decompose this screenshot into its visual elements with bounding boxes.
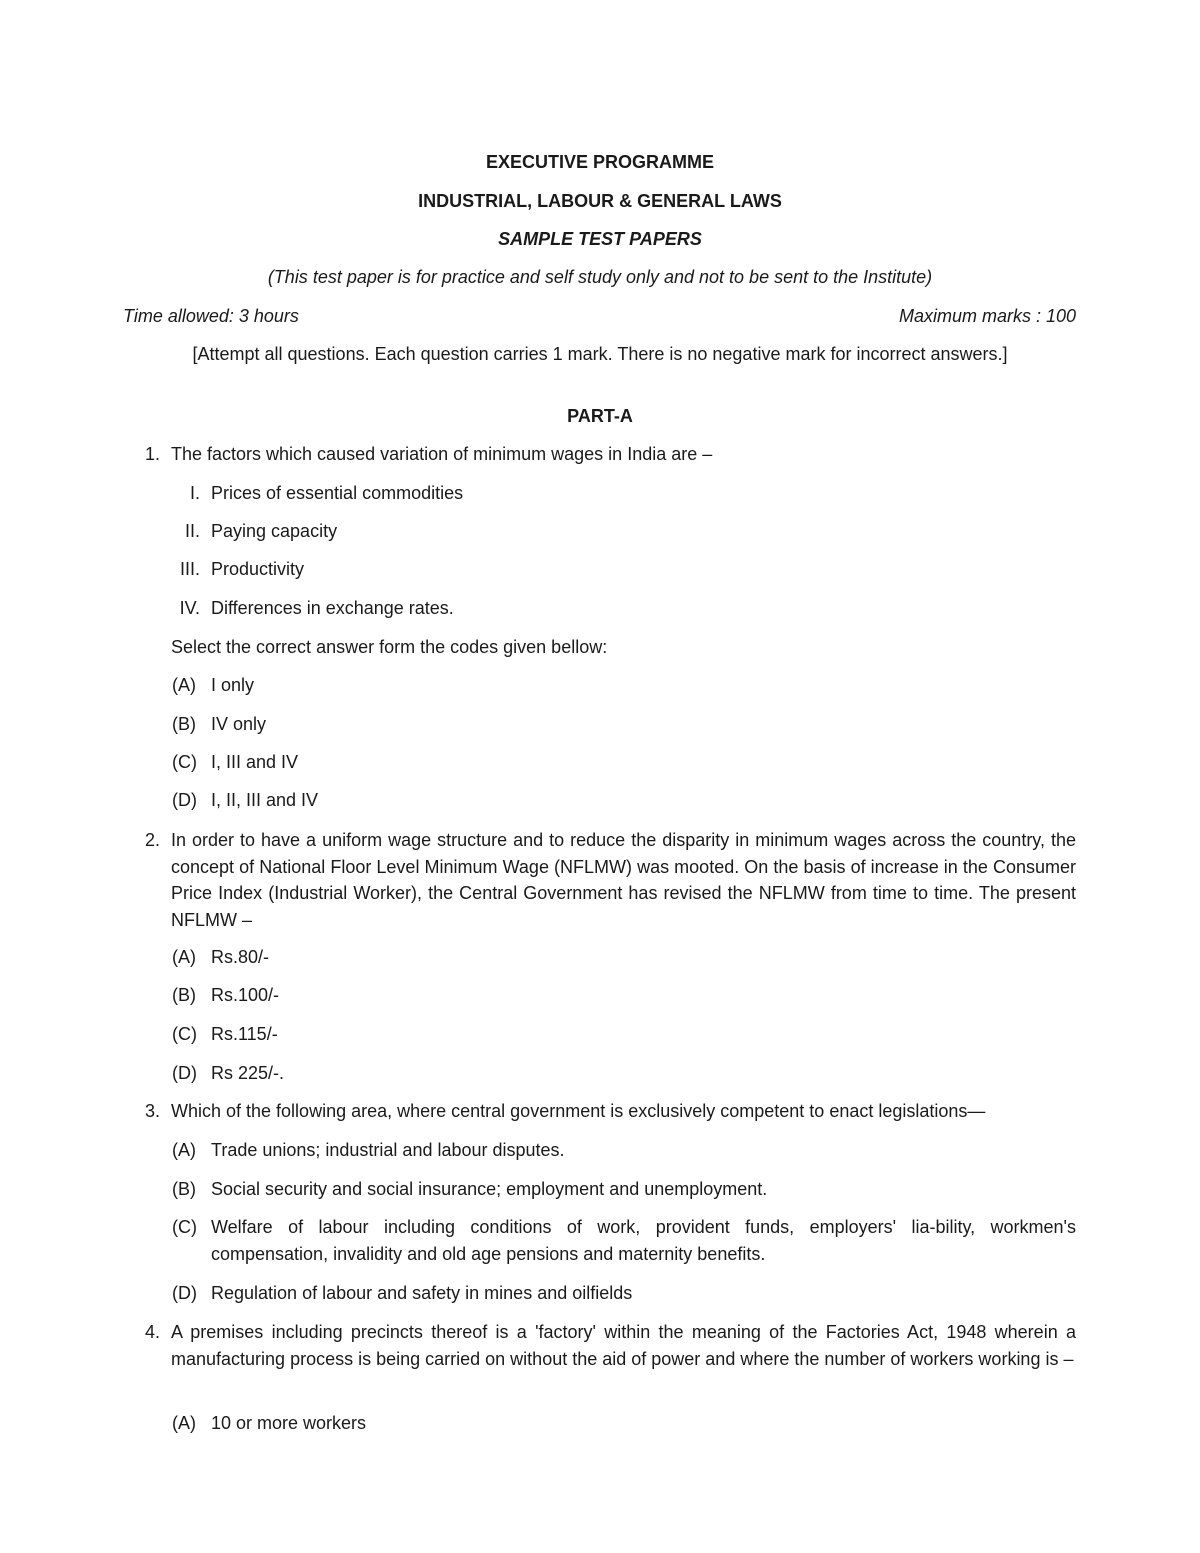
option-text: Rs.80/- [211,947,270,967]
part-title: PART-A [567,406,633,426]
question-text: Which of the following area, where central government is exclusively competent to enact legislations— [171,1101,986,1121]
statement-text: Paying capacity [211,521,338,541]
option-text: Social security and social insurance; employment and unemployment. [211,1179,768,1199]
option-text: I only [211,675,255,695]
option-label: (D) [172,790,197,810]
option-label: (D) [172,1063,197,1083]
programme-title: EXECUTIVE PROGRAMME [485,152,715,172]
maximum-marks: Maximum marks : 100 [898,306,1076,326]
option-text: I, III and IV [211,752,299,772]
option-text: Rs.115/- [211,1024,278,1044]
option-text: Welfare of labour including conditions of work, provident funds, employers' lia-bility, workmen's compensation, invalidity and old age pensions and maternity benefits. [211,1217,1076,1264]
option-text: Trade unions; industrial and labour disputes. [211,1140,565,1160]
statement-label: I. [189,483,200,503]
exam-instructions: [Attempt all questions. Each question carries 1 mark. There is no negative mark for incorrect answers.] [192,344,1008,364]
question-number: 3. [144,1101,160,1121]
option-label: (A) [172,947,196,967]
option-text: Rs 225/-. [211,1063,285,1083]
option-text: Rs.100/- [211,985,280,1005]
option-label: (C) [172,752,197,772]
option-label: (A) [172,675,196,695]
option-text: IV only [211,714,267,734]
option-label: (C) [172,1217,197,1237]
option-label: (A) [172,1413,196,1433]
question-number: 4. [144,1322,160,1342]
option-label: (C) [172,1024,197,1044]
question-text: A premises including precincts thereof is a 'factory' within the meaning of the Factories Act, 1948 wherein a manufacturing process is being carried on without the aid of power and where the number of workers working is – [171,1322,1076,1369]
subject-title: INDUSTRIAL, LABOUR & GENERAL LAWS [418,191,782,211]
option-label: (B) [172,714,196,734]
question-number: 1. [144,444,160,464]
question-number: 2. [144,830,160,850]
answer-instruction: Select the correct answer form the codes given bellow: [171,637,608,657]
practice-note: (This test paper is for practice and self study only and not to be sent to the Institute) [267,267,933,287]
question-text: The factors which caused variation of minimum wages in India are – [171,444,713,464]
option-label: (A) [172,1140,196,1160]
option-label: (B) [172,985,196,1005]
statement-label: III. [179,559,200,579]
statement-label: IV. [179,598,200,618]
statement-text: Productivity [211,559,305,579]
paper-type: SAMPLE TEST PAPERS [498,229,702,249]
option-text: Regulation of labour and safety in mines and oilfields [211,1283,633,1303]
statement-text: Differences in exchange rates. [211,598,454,618]
option-text: 10 or more workers [211,1413,367,1433]
statement-text: Prices of essential commodities [211,483,464,503]
question-text: In order to have a uniform wage structure and to reduce the disparity in minimum wages across the country, the concept of National Floor Level Minimum Wage (NFLMW) was mooted. On the basis of increase in the Consumer Price Index (Industrial Worker), the Central Government has revised the NFLMW from time to time. The present NFLMW – [171,830,1076,930]
option-label: (B) [172,1179,196,1199]
statement-label: II. [184,521,200,541]
option-text: I, II, III and IV [211,790,319,810]
time-allowed: Time allowed: 3 hours [123,306,299,326]
option-label: (D) [172,1283,197,1303]
